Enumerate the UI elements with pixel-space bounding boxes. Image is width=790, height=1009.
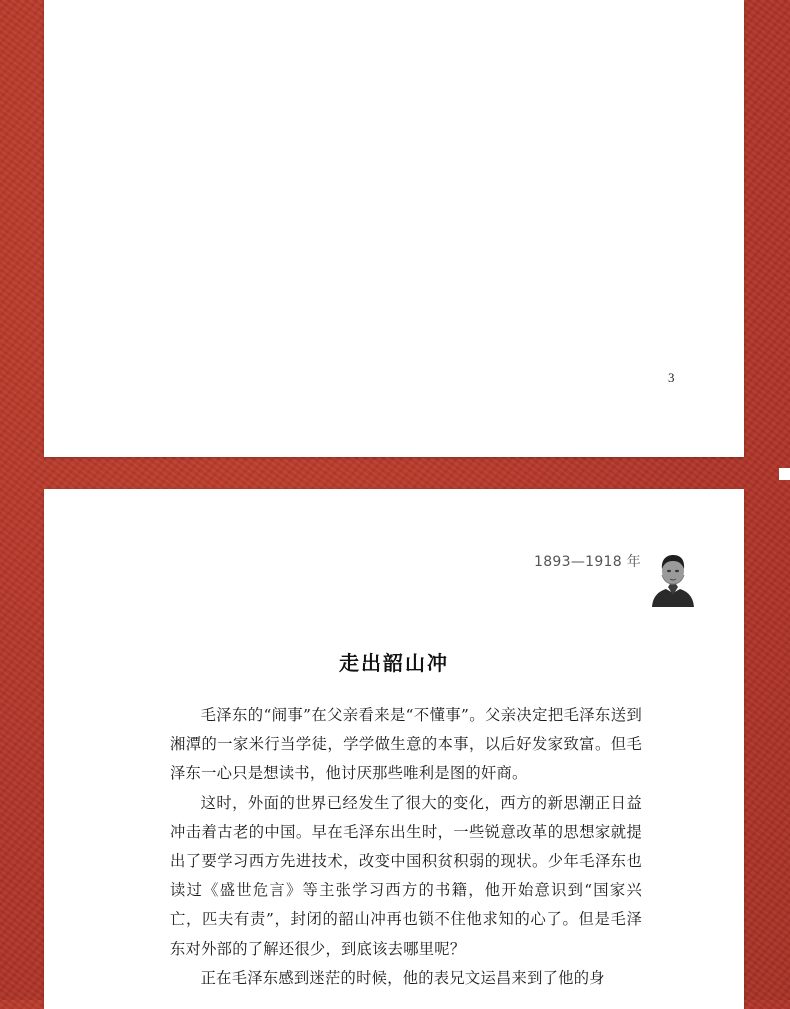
- era-label: 1893—1918 年: [534, 554, 642, 570]
- page-number: 3: [668, 370, 675, 385]
- paragraph: 这时，外面的世界已经发生了很大的变化，西方的新思潮正日益冲击着古老的中国。早在毛泽东出生时，一些锐意改革的思想家就提出了要学习西方先进技术，改变中国积贫积弱的现状。少年毛泽东也读过《盛世危言》等主张学习西方的书籍，他开始意识到“国家兴亡，匹夫有责”，封闭的韶山冲再也锁不住他求知的心了。但是毛泽东对外部的了解还很少，到底该去哪里呢？: [170, 793, 642, 958]
- portrait-photo-icon: [650, 551, 696, 607]
- era-header: [534, 551, 641, 571]
- paragraph: 毛泽东的“闹事”在父亲看来是“不懂事”。父亲决定把毛泽东送到湘潭的一家米行当学徒，学学做生意的本事，以后好发家致富。但毛泽东一心只是想读书，他讨厌那些唯利是图的奸商。: [170, 706, 642, 783]
- body-text: [170, 701, 642, 993]
- paragraph: 正在毛泽东感到迷茫的时候，他的表兄文运昌来到了他的身: [200, 968, 605, 987]
- chapter-title: 走出韶山冲: [339, 651, 449, 675]
- top-page: [44, 0, 744, 457]
- edge-mark: [779, 468, 790, 480]
- bottom-page: [44, 489, 744, 1009]
